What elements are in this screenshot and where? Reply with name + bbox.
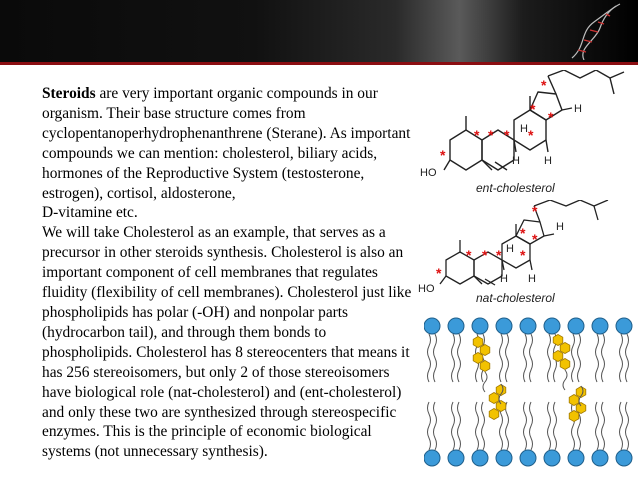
sterol-ring (473, 353, 483, 364)
nat-h-label: H (556, 221, 564, 233)
stereocenter-marker: * (440, 147, 446, 163)
lipid-tail (452, 402, 455, 450)
nat-cholesterol-label: nat-cholesterol (476, 291, 555, 305)
sterol-ring (560, 359, 570, 370)
lipid-tail (596, 334, 599, 382)
nat-h-label: H (500, 273, 508, 285)
stereocenter-marker: * (528, 127, 534, 143)
lipid-head (472, 450, 488, 466)
lipid-tail (620, 402, 623, 450)
lipid-tail (602, 334, 605, 382)
lipid-tail (578, 334, 581, 382)
sterol-ring (569, 411, 579, 422)
stereocenter-marker: * (548, 109, 554, 125)
sterol-tail (483, 372, 487, 392)
cholesterol-molecule (489, 384, 506, 420)
lipid-head (544, 318, 560, 334)
stereocenter-marker: * (488, 127, 494, 143)
lipid-tail (530, 402, 533, 450)
nat-h-label: H (506, 243, 514, 255)
lipid-tail (452, 334, 455, 382)
sterol-ring (496, 401, 506, 412)
stereocenter-marker: * (474, 127, 480, 143)
lipid-head (592, 450, 608, 466)
cholesterol-molecule (553, 335, 570, 391)
sterol-ring (560, 343, 570, 354)
lipid-head (520, 318, 536, 334)
ent-h-label: H (512, 155, 520, 167)
lipid-head (472, 318, 488, 334)
stereocenter-marker: * (496, 247, 502, 263)
sterol-ring (569, 395, 579, 406)
lipid-tail (434, 334, 437, 382)
lipid-head (448, 450, 464, 466)
nat-hydroxyl-label: HO (418, 283, 435, 295)
intro-text: are very important organic compounds in our organism. Their base structure comes from cyclopentanoperhydrophenanthrene (Sterane). As important compounds we can mention: cholesterol, biliary acids, hormones of the Reproductive System (testosterone, estrogen), cortisol, aldosterone, (42, 85, 411, 202)
lipid-tail (434, 402, 437, 450)
lipid-tail (524, 402, 527, 450)
lipid-head (568, 318, 584, 334)
dna-helix-icon (566, 2, 624, 60)
lipid-head (496, 318, 512, 334)
sterol-ring (553, 351, 563, 362)
term-steroids: Steroids (42, 85, 96, 102)
stereocenter-marker: * (436, 265, 442, 281)
lipid-tail (554, 402, 557, 450)
lipid-tail (482, 402, 485, 450)
stereocenter-marker: * (530, 101, 536, 117)
sterol-ring (489, 393, 499, 404)
sterol-ring (480, 361, 490, 372)
stereocenter-marker: * (482, 247, 488, 263)
stereocenter-marker: * (504, 127, 510, 143)
lipid-head (496, 450, 512, 466)
lipid-tail (506, 334, 509, 382)
lipid-tail (572, 402, 575, 450)
sterol-ring (480, 345, 490, 356)
sterol-ring (576, 403, 586, 414)
nat-cholesterol-structure (416, 200, 630, 308)
sterol-ring (489, 409, 499, 420)
lipid-tail (596, 402, 599, 450)
ent-hydroxyl-label: HO (420, 167, 437, 179)
stereocenter-marker: * (532, 231, 538, 247)
lipid-head (544, 450, 560, 466)
ent-cholesterol-structure (416, 70, 630, 198)
lipid-tail (506, 402, 509, 450)
ent-h-label: H (544, 155, 552, 167)
lipid-head (520, 450, 536, 466)
lipid-head (592, 318, 608, 334)
paragraph-2: We will take Cholesterol as an example, that serves as a precursor in other steroids synthesis. Cholesterol is also an important component of cell membranes that regulates fluidity (flexibility of cell membranes). Cholesterol just like phospholipids has polar (-OH) and nonpolar parts (hydrocarbon tail), and through them bonds to phospholipids. Cholesterol has 8 stereocenters that means it has 256 stereoisomers, but only 2 of those stereoisomers have biological role (nat-cholesterol) and (ent-cholesterol) and only these two are synthesized through stereospecific enzymes. This is the principle of economic biological systems (not unnecessary synthesis). (42, 224, 412, 461)
lipid-head (568, 450, 584, 466)
cholesterol-molecule (569, 386, 586, 422)
stereocenter-marker: * (466, 247, 472, 263)
ent-cholesterol-label: ent-cholesterol (476, 181, 555, 195)
lipid-tail (458, 334, 461, 382)
stereocenter-marker: * (520, 247, 526, 263)
lipid-tail (500, 334, 503, 382)
lipid-tail (458, 402, 461, 450)
ent-h-label: H (574, 103, 582, 115)
lipid-bilayer-illustration (424, 316, 634, 468)
sterol-ring (553, 335, 563, 346)
stereocenter-marker: * (520, 225, 526, 241)
stereocenter-marker: * (541, 77, 547, 93)
lipid-head (616, 318, 632, 334)
lipid-tail (620, 334, 623, 382)
paragraph-1 (42, 84, 420, 223)
body-text (42, 84, 420, 462)
lipid-head (448, 318, 464, 334)
lipid-tail (476, 402, 479, 450)
lipid-tail (602, 402, 605, 450)
sterol-tail (563, 370, 567, 390)
lipid-tail (626, 402, 629, 450)
lipid-head (616, 450, 632, 466)
nat-h-label: H (528, 273, 536, 285)
lipid-tail (428, 402, 431, 450)
lipid-tail (548, 334, 551, 382)
lipid-tail (548, 402, 551, 450)
ent-h-label: H (520, 123, 528, 135)
lipid-tail (572, 334, 575, 382)
lipid-tail (530, 334, 533, 382)
lipid-tail (524, 334, 527, 382)
stereocenter-marker: * (532, 203, 538, 219)
vitamin-line: D-vitamine etc. (42, 204, 138, 222)
header-rule (0, 62, 638, 65)
lipid-head (424, 318, 440, 334)
cholesterol-molecule (473, 337, 490, 393)
lipid-tail (626, 334, 629, 382)
header-bar (0, 0, 638, 62)
lipid-head (424, 450, 440, 466)
sterol-ring (473, 337, 483, 348)
lipid-tail (428, 334, 431, 382)
